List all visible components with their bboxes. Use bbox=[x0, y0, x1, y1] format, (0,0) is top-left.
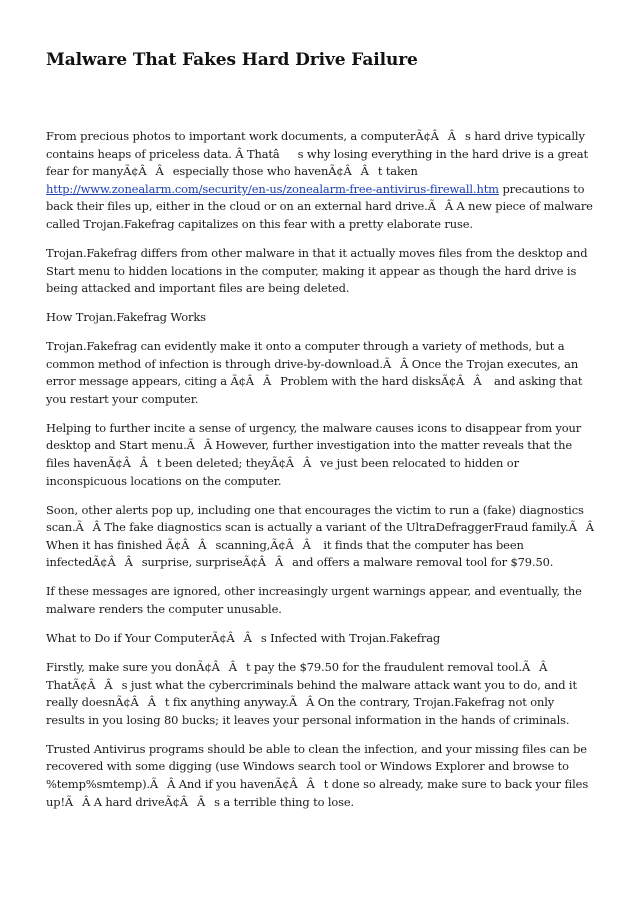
paragraph-alerts: Soon, other alerts pop up, including one that encourages the victim to run a (fake) diagnostics scan.ÃÂ The fake diagnostics scan is actually a variant of the UltraDefraggerFraud family.ÃÂ When it has finished Ã¢ÂÂscanning,Ã¢ÂÂ it finds that the computer has been infectedÃ¢ÂÂsurprise, surpriseÃ¢ÂÂand offers a malware removal tool for $79.50. bbox=[46, 502, 594, 570]
zonealarm-link[interactable]: http://www.zonealarm.com/security/en-us/zonealarm-free-antivirus-firewall.htm bbox=[46, 181, 499, 196]
intro-text-before-link: From precious photos to important work documents, a computerÃ¢ÂÂs hard drive typically contains heaps of priceless data. Â Thatâs why losing everything in the hard drive is a great fear for manyÃ¢ÂÂespecially those who havenÃ¢ÂÂt taken bbox=[46, 129, 588, 179]
intro-text-after-link: precautions to back their files up, either in the cloud or on an external hard drive.ÃÂ A new piece of malware called Trojan.Fakefrag capitalizes on this fear with a pretty elaborate ruse. bbox=[46, 181, 593, 231]
paragraph-ignored-warnings: If these messages are ignored, other increasingly urgent warnings appear, and eventually, the malware renders the computer unusable. bbox=[46, 584, 582, 616]
section-heading-how-it-works: How Trojan.Fakefrag Works bbox=[46, 310, 206, 325]
paragraph-urgency: Helping to further incite a sense of urgency, the malware causes icons to disappear from your desktop and Start menu.ÃÂ However, further investigation into the matter reveals that the files havenÃ¢ÂÂt been deleted; theyÃ¢ÂÂve just been relocated to hidden or inconspicuous locations on the computer. bbox=[46, 420, 582, 488]
page-title: Malware That Fakes Hard Drive Failure bbox=[46, 50, 418, 70]
paragraph-infection-method: Trojan.Fakefrag can evidently make it onto a computer through a variety of methods, but a common method of infection is through drive-by-download.ÃÂ Once the Trojan executes, an error message appears, citing a Ã¢ÂÂProblem with the hard disksÃ¢ÂÂ and asking that you restart your computer. bbox=[46, 339, 583, 406]
paragraph-antivirus: Trusted Antivirus programs should be able to clean the infection, and your missing files can be recovered with some digging (use Windows search tool or Windows Explorer and browse to %temp%smtemp).ÃÂ And if you havenÃ¢ÂÂt done so already, make sure to back your files up!ÃÂ A hard driveÃ¢ÂÂs a terrible thing to lose. bbox=[46, 741, 589, 809]
paragraph-differences: Trojan.Fakefrag differs from other malware in that it actually moves files from the desktop and Start menu to hidden locations in the computer, making it appear as though the hard drive is being attacked and important files are being deleted. bbox=[46, 245, 588, 296]
paragraph-intro bbox=[46, 128, 596, 234]
article-body bbox=[46, 128, 596, 823]
paragraph-dont-pay: Firstly, make sure you donÃ¢ÂÂt pay the $79.50 for the fraudulent removal tool.ÃÂ ThatÃ¢ÂÂs just what the cybercriminals behind the malware attack want you to do, and it really doesnÃ¢ÂÂt fix anything anyway.ÃÂ On the contrary, Trojan.Fakefrag not only results in you losing 80 bucks; it leaves your personal information in the hands of criminals. bbox=[46, 659, 577, 727]
section-heading-what-to-do: What to Do if Your ComputerÃ¢ÂÂs Infected with Trojan.Fakefrag bbox=[46, 630, 441, 645]
